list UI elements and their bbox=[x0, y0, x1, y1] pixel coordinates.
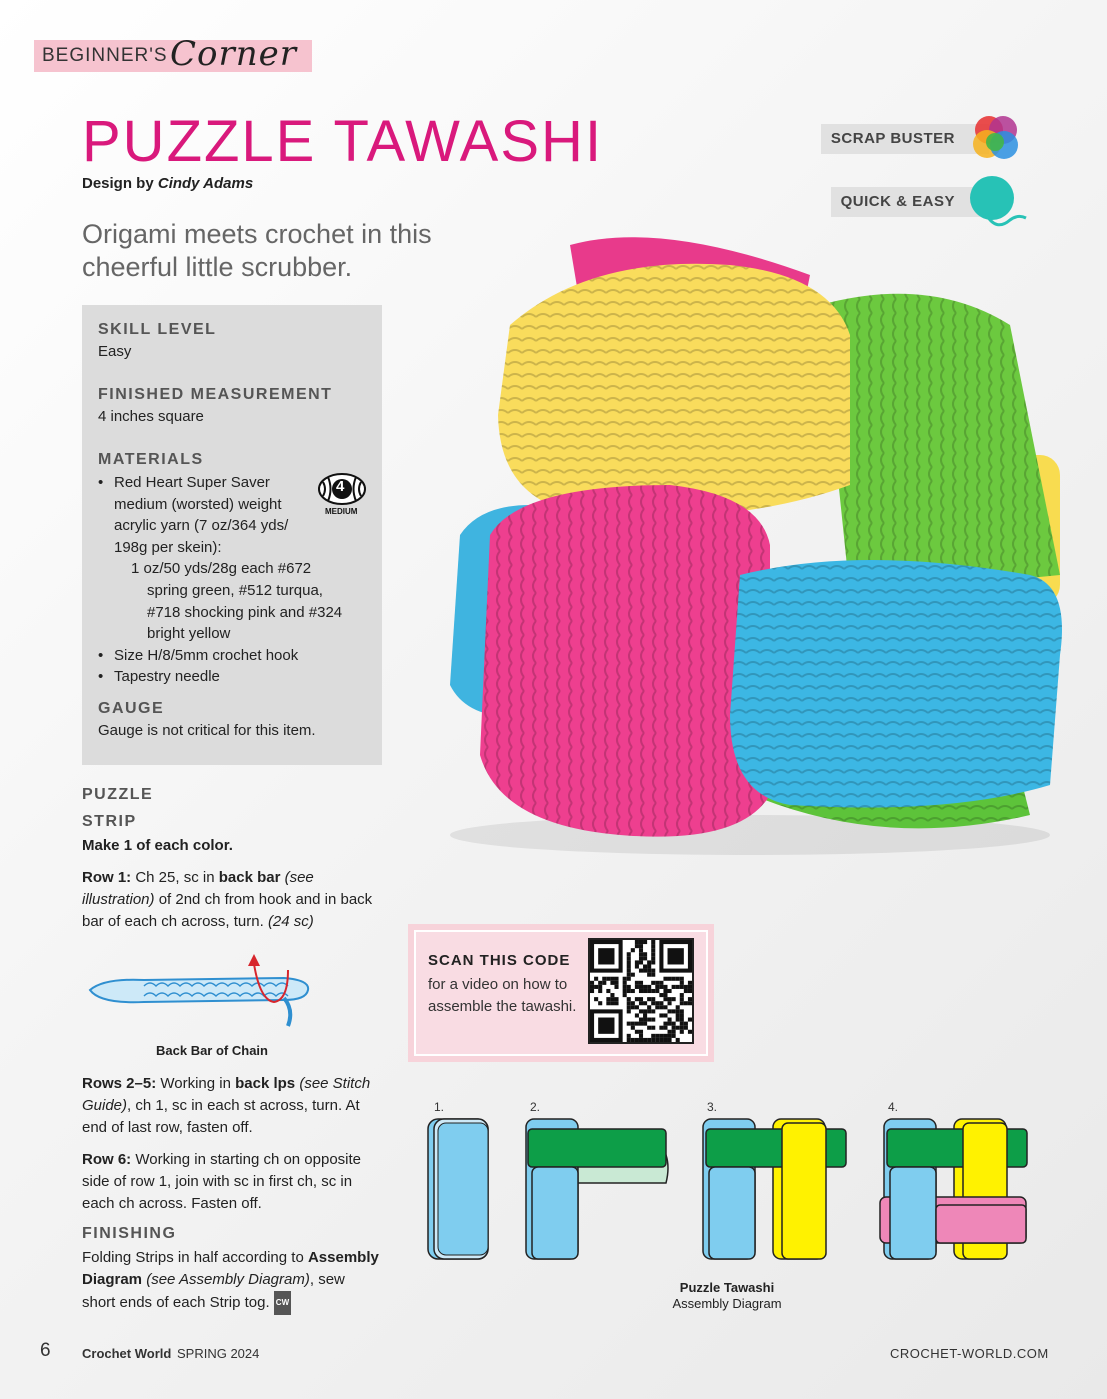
designer-name: Cindy Adams bbox=[157, 175, 254, 192]
qr-module bbox=[659, 1001, 663, 1005]
qr-module bbox=[651, 1001, 655, 1005]
assembly-diagram bbox=[420, 1095, 1040, 1275]
qr-module bbox=[668, 1022, 672, 1026]
back-bar-chain-illustration bbox=[84, 950, 324, 1035]
qr-module bbox=[635, 1022, 639, 1026]
row-1-text bbox=[82, 867, 382, 933]
qr-module bbox=[680, 1030, 684, 1034]
assembly-step-4 bbox=[880, 1119, 1027, 1259]
qr-module bbox=[651, 973, 655, 977]
qr-module bbox=[643, 952, 647, 956]
qr-module bbox=[680, 1018, 684, 1022]
qr-module bbox=[663, 993, 667, 997]
row-1-part: (see illustration) bbox=[82, 869, 314, 908]
qr-module bbox=[635, 1005, 639, 1009]
qr-module bbox=[594, 997, 598, 1001]
qr-module bbox=[590, 989, 594, 993]
assembly-caption bbox=[632, 1280, 822, 1312]
qr-module bbox=[684, 1026, 688, 1030]
qr-module bbox=[659, 1038, 663, 1042]
skill-value: Easy bbox=[98, 343, 132, 360]
qr-module bbox=[631, 973, 635, 977]
qr-module bbox=[668, 1034, 672, 1038]
qr-module bbox=[643, 1022, 647, 1026]
issue-label: SPRING 2024 bbox=[177, 1346, 260, 1361]
finishing-part: Folding Strips in half according to bbox=[82, 1249, 308, 1266]
row-1-part: back bar bbox=[218, 869, 281, 886]
section-tag-prefix: BEGINNER'S bbox=[42, 45, 168, 66]
qr-module bbox=[627, 956, 631, 960]
qr-module bbox=[688, 989, 692, 993]
qr-module bbox=[606, 997, 610, 1001]
qr-module bbox=[590, 981, 594, 985]
qr-module bbox=[627, 989, 631, 993]
assembly-step-1 bbox=[428, 1119, 488, 1259]
assembly-step-3 bbox=[703, 1119, 846, 1259]
qr-module bbox=[627, 969, 631, 973]
qr-module bbox=[643, 969, 647, 973]
qr-module bbox=[688, 997, 692, 1001]
qr-module bbox=[684, 1022, 688, 1026]
qr-module bbox=[659, 1034, 663, 1038]
strip-heading: STRIP bbox=[82, 813, 137, 830]
qr-module bbox=[614, 981, 618, 985]
step-number: 2. bbox=[530, 1100, 541, 1114]
qr-module bbox=[659, 1013, 663, 1017]
materials-heading: MATERIALS bbox=[98, 451, 204, 468]
qr-module bbox=[635, 1038, 639, 1042]
qr-module bbox=[663, 977, 667, 981]
qr-module bbox=[668, 1018, 672, 1022]
qr-module bbox=[635, 964, 639, 968]
qr-module bbox=[647, 1009, 651, 1013]
qr-module bbox=[647, 1018, 651, 1022]
byline-prefix: Design by bbox=[82, 175, 158, 192]
qr-module bbox=[647, 964, 651, 968]
qr-module bbox=[651, 969, 655, 973]
qr-module bbox=[643, 1018, 647, 1022]
qr-module bbox=[639, 960, 643, 964]
qr-module bbox=[627, 977, 631, 981]
step-number: 4. bbox=[888, 1100, 899, 1114]
qr-module bbox=[594, 985, 598, 989]
qr-module bbox=[627, 1009, 631, 1013]
qr-module bbox=[610, 1001, 614, 1005]
qr-module bbox=[639, 948, 643, 952]
qr-module bbox=[639, 940, 643, 944]
qr-module bbox=[659, 993, 663, 997]
qr-module bbox=[623, 993, 627, 997]
qr-module bbox=[655, 981, 659, 985]
puzzle-heading: PUZZLE bbox=[82, 786, 154, 803]
qr-module bbox=[594, 977, 598, 981]
row-6-part: Working in starting ch on opposite side of row 1, join with sc in first ch, sc in each ch across. Fasten off. bbox=[82, 1151, 362, 1212]
qr-module bbox=[668, 1001, 672, 1005]
qr-module bbox=[631, 948, 635, 952]
step-number: 1. bbox=[434, 1100, 445, 1114]
materials-line: • Size H/8/5mm crochet hook bbox=[98, 645, 368, 667]
qr-module bbox=[688, 981, 692, 985]
qr-module bbox=[590, 985, 594, 989]
qr-module bbox=[614, 1001, 618, 1005]
qr-module bbox=[676, 1005, 680, 1009]
qr-module bbox=[627, 985, 631, 989]
rows-2-5-part: , ch 1, sc in each st across, turn. At end of last row, fasten off. bbox=[82, 1097, 360, 1136]
qr-module bbox=[668, 1009, 672, 1013]
qr-module bbox=[668, 1038, 672, 1042]
qr-module bbox=[602, 981, 606, 985]
qr-module bbox=[663, 985, 667, 989]
qr-module bbox=[668, 1030, 672, 1034]
qr-module bbox=[639, 952, 643, 956]
qr-module bbox=[643, 985, 647, 989]
qr-module bbox=[606, 1001, 610, 1005]
qr-module bbox=[668, 997, 672, 1001]
qr-module bbox=[651, 1034, 655, 1038]
badge-quick-easy: QUICK & EASY bbox=[831, 187, 989, 217]
qr-module bbox=[647, 960, 651, 964]
qr-module bbox=[651, 981, 655, 985]
finishing-part: Assembly Diagram bbox=[82, 1249, 379, 1288]
qr-module bbox=[672, 977, 676, 981]
qr-module bbox=[627, 1005, 631, 1009]
color-wheel-icon bbox=[970, 112, 1022, 164]
materials-line: 198g per skein): bbox=[114, 538, 222, 556]
qr-module bbox=[627, 960, 631, 964]
pattern-title: PUZZLE TAWASHI bbox=[82, 109, 604, 174]
materials-line: spring green, #512 turqua, bbox=[147, 581, 323, 599]
finishing-heading: FINISHING bbox=[82, 1225, 177, 1242]
qr-panel bbox=[408, 924, 714, 1062]
qr-module bbox=[672, 1022, 676, 1026]
qr-module bbox=[651, 989, 655, 993]
qr-module bbox=[663, 1034, 667, 1038]
qr-module bbox=[610, 993, 614, 997]
qr-module bbox=[663, 1026, 667, 1030]
qr-module bbox=[631, 1038, 635, 1042]
qr-module bbox=[643, 1038, 647, 1042]
section-tag bbox=[34, 34, 312, 74]
qr-module bbox=[668, 989, 672, 993]
qr-module bbox=[663, 1022, 667, 1026]
qr-module bbox=[635, 981, 639, 985]
qr-module bbox=[688, 1001, 692, 1005]
qr-module bbox=[680, 981, 684, 985]
qr-module bbox=[639, 969, 643, 973]
assembly-caption-sub: Assembly Diagram bbox=[672, 1296, 782, 1311]
qr-module bbox=[651, 1009, 655, 1013]
qr-module bbox=[659, 985, 663, 989]
qr-module bbox=[598, 981, 602, 985]
qr-module bbox=[639, 1018, 643, 1022]
qr-module bbox=[651, 1018, 655, 1022]
qr-module bbox=[623, 981, 627, 985]
qr-module bbox=[651, 940, 655, 944]
qr-module bbox=[635, 985, 639, 989]
rows-2-5-label: Rows 2–5: bbox=[82, 1075, 157, 1092]
qr-module bbox=[676, 1026, 680, 1030]
qr-module bbox=[606, 977, 610, 981]
qr-module bbox=[631, 1022, 635, 1026]
qr-module bbox=[639, 1009, 643, 1013]
qr-module bbox=[647, 989, 651, 993]
materials-line: medium (worsted) weight bbox=[114, 495, 282, 513]
qr-module bbox=[680, 1026, 684, 1030]
qr-module bbox=[676, 1038, 680, 1042]
end-mark: CW bbox=[274, 1291, 291, 1315]
qr-module bbox=[672, 1026, 676, 1030]
qr-module bbox=[627, 997, 631, 1001]
qr-module bbox=[655, 1034, 659, 1038]
qr-module bbox=[627, 1034, 631, 1038]
materials-line: • Tapestry needle bbox=[98, 666, 368, 688]
qr-module bbox=[663, 1038, 667, 1042]
qr-module bbox=[643, 956, 647, 960]
materials-line: 1 oz/50 yds/28g each #672 bbox=[131, 560, 312, 578]
qr-module bbox=[672, 985, 676, 989]
qr-module bbox=[639, 1001, 643, 1005]
qr-code[interactable] bbox=[588, 938, 694, 1044]
qr-module bbox=[627, 1038, 631, 1042]
qr-module bbox=[631, 1005, 635, 1009]
qr-module bbox=[668, 977, 672, 981]
qr-module bbox=[627, 964, 631, 968]
website-link[interactable]: CROCHET-WORLD.COM bbox=[890, 1346, 1049, 1361]
qr-module bbox=[680, 1001, 684, 1005]
qr-module bbox=[635, 944, 639, 948]
qr-module bbox=[639, 956, 643, 960]
qr-module bbox=[647, 1038, 651, 1042]
qr-module bbox=[688, 1018, 692, 1022]
qr-module bbox=[639, 1022, 643, 1026]
qr-module bbox=[672, 1009, 676, 1013]
qr-module bbox=[655, 985, 659, 989]
qr-module bbox=[663, 1013, 667, 1017]
materials-line: • Red Heart Super Saver bbox=[98, 472, 368, 494]
qr-module bbox=[647, 969, 651, 973]
qr-module bbox=[684, 1001, 688, 1005]
qr-heading: SCAN THIS CODE bbox=[428, 952, 571, 969]
section-tag-script: Corner bbox=[170, 34, 298, 74]
qr-module bbox=[627, 1022, 631, 1026]
qr-module bbox=[639, 985, 643, 989]
qr-module bbox=[643, 940, 647, 944]
qr-module bbox=[643, 1013, 647, 1017]
qr-module bbox=[631, 1001, 635, 1005]
step-number: 3. bbox=[707, 1100, 718, 1114]
magazine-name: Crochet World bbox=[82, 1346, 172, 1361]
qr-module bbox=[651, 1026, 655, 1030]
rows-2-5-text bbox=[82, 1073, 382, 1139]
finishing-part: , sew short ends of each Strip tog. bbox=[82, 1271, 345, 1311]
qr-module bbox=[663, 997, 667, 1001]
qr-module bbox=[680, 1022, 684, 1026]
page-number: 6 bbox=[40, 1340, 51, 1361]
qr-module bbox=[635, 940, 639, 944]
qr-module bbox=[639, 944, 643, 948]
badge-scrap-buster: SCRAP BUSTER bbox=[821, 124, 989, 154]
rows-2-5-part: back lps bbox=[235, 1075, 296, 1092]
qr-module bbox=[606, 989, 610, 993]
qr-module bbox=[676, 977, 680, 981]
qr-module bbox=[602, 977, 606, 981]
qr-module bbox=[647, 985, 651, 989]
materials-line: acrylic yarn (7 oz/364 yds/ bbox=[114, 517, 289, 535]
qr-text: for a video on how to assemble the tawashi. bbox=[428, 976, 577, 1015]
qr-module bbox=[639, 1030, 643, 1034]
qr-module bbox=[643, 989, 647, 993]
qr-module bbox=[623, 989, 627, 993]
row-1-part: (24 sc) bbox=[267, 913, 314, 930]
qr-module bbox=[672, 1030, 676, 1034]
qr-module bbox=[627, 973, 631, 977]
row-6-text bbox=[82, 1149, 382, 1215]
qr-module bbox=[639, 997, 643, 1001]
finishing-part: (see Assembly Diagram) bbox=[146, 1271, 310, 1288]
rows-2-5-part: Working in bbox=[156, 1075, 236, 1092]
qr-module bbox=[663, 989, 667, 993]
materials-line: #718 shocking pink and #324 bbox=[147, 603, 343, 621]
assembly-step-2 bbox=[526, 1119, 668, 1259]
qr-module bbox=[631, 1026, 635, 1030]
qr-module bbox=[680, 993, 684, 997]
gauge-value: Gauge is not critical for this item. bbox=[98, 722, 316, 739]
qr-module bbox=[627, 952, 631, 956]
qr-module bbox=[614, 985, 618, 989]
rows-2-5-part: (see Stitch Guide) bbox=[82, 1075, 371, 1114]
qr-module bbox=[659, 981, 663, 985]
qr-module bbox=[623, 977, 627, 981]
qr-module bbox=[651, 944, 655, 948]
skill-heading: SKILL LEVEL bbox=[98, 321, 217, 338]
qr-module bbox=[647, 973, 651, 977]
qr-module bbox=[598, 1001, 602, 1005]
byline bbox=[82, 175, 253, 192]
qr-module bbox=[651, 956, 655, 960]
row-1-part: Ch 25, sc in bbox=[131, 869, 219, 886]
materials-line: bright yellow bbox=[147, 625, 231, 643]
qr-module bbox=[635, 997, 639, 1001]
qr-module bbox=[655, 1001, 659, 1005]
assembly-caption-title: Puzzle Tawashi bbox=[679, 1280, 775, 1295]
qr-module bbox=[651, 997, 655, 1001]
row-1-part: of 2nd ch from hook and in back bar of each ch across, turn. bbox=[82, 891, 373, 930]
qr-module bbox=[676, 1013, 680, 1017]
qr-module bbox=[663, 1005, 667, 1009]
qr-module bbox=[598, 989, 602, 993]
qr-module bbox=[647, 1005, 651, 1009]
measurement-heading: FINISHED MEASUREMENT bbox=[98, 386, 333, 403]
qr-module bbox=[676, 985, 680, 989]
qr-module bbox=[639, 981, 643, 985]
qr-module bbox=[647, 997, 651, 1001]
qr-module bbox=[655, 1005, 659, 1009]
qr-module bbox=[639, 1038, 643, 1042]
qr-module bbox=[672, 997, 676, 1001]
qr-module bbox=[598, 985, 602, 989]
qr-module bbox=[659, 1005, 663, 1009]
qr-module bbox=[610, 997, 614, 1001]
qr-module bbox=[688, 985, 692, 989]
measurement-value: 4 inches square bbox=[98, 408, 204, 425]
qr-module bbox=[627, 1001, 631, 1005]
qr-module bbox=[680, 1013, 684, 1017]
info-box bbox=[82, 305, 382, 765]
yarn-weight-icon bbox=[317, 472, 367, 518]
gauge-heading: GAUGE bbox=[98, 700, 165, 717]
qr-module bbox=[659, 1026, 663, 1030]
yarn-weight-number: 4 bbox=[336, 478, 345, 495]
qr-module bbox=[631, 989, 635, 993]
finishing-text bbox=[82, 1247, 382, 1315]
qr-module bbox=[680, 1009, 684, 1013]
qr-module bbox=[676, 1018, 680, 1022]
qr-module bbox=[688, 1030, 692, 1034]
qr-module bbox=[635, 1030, 639, 1034]
qr-module bbox=[639, 1034, 643, 1038]
qr-module bbox=[651, 952, 655, 956]
chain-caption: Back Bar of Chain bbox=[156, 1043, 268, 1058]
qr-module bbox=[643, 1009, 647, 1013]
qr-module bbox=[639, 989, 643, 993]
yarn-weight-label: MEDIUM bbox=[325, 507, 358, 516]
row-1-label: Row 1: bbox=[82, 869, 132, 886]
qr-module bbox=[647, 1026, 651, 1030]
qr-module bbox=[610, 981, 614, 985]
pattern-subtitle: Origami meets crochet in this cheerful little scrubber. bbox=[82, 219, 432, 282]
qr-module bbox=[635, 960, 639, 964]
qr-module bbox=[614, 997, 618, 1001]
qr-module bbox=[651, 1038, 655, 1042]
tawashi-photo bbox=[410, 215, 1090, 865]
row-6-label: Row 6: bbox=[82, 1151, 132, 1168]
qr-module bbox=[680, 997, 684, 1001]
qr-module bbox=[643, 964, 647, 968]
qr-module bbox=[680, 977, 684, 981]
qr-module bbox=[643, 1001, 647, 1005]
qr-module bbox=[651, 948, 655, 952]
qr-module bbox=[623, 985, 627, 989]
qr-module bbox=[651, 960, 655, 964]
qr-module bbox=[610, 977, 614, 981]
qr-module bbox=[672, 1034, 676, 1038]
qr-module bbox=[655, 1038, 659, 1042]
qr-module bbox=[680, 985, 684, 989]
make-line: Make 1 of each color. bbox=[82, 837, 233, 854]
qr-module bbox=[655, 989, 659, 993]
qr-module bbox=[614, 977, 618, 981]
qr-module bbox=[635, 1013, 639, 1017]
qr-module bbox=[684, 985, 688, 989]
qr-module bbox=[684, 989, 688, 993]
qr-module bbox=[676, 1009, 680, 1013]
